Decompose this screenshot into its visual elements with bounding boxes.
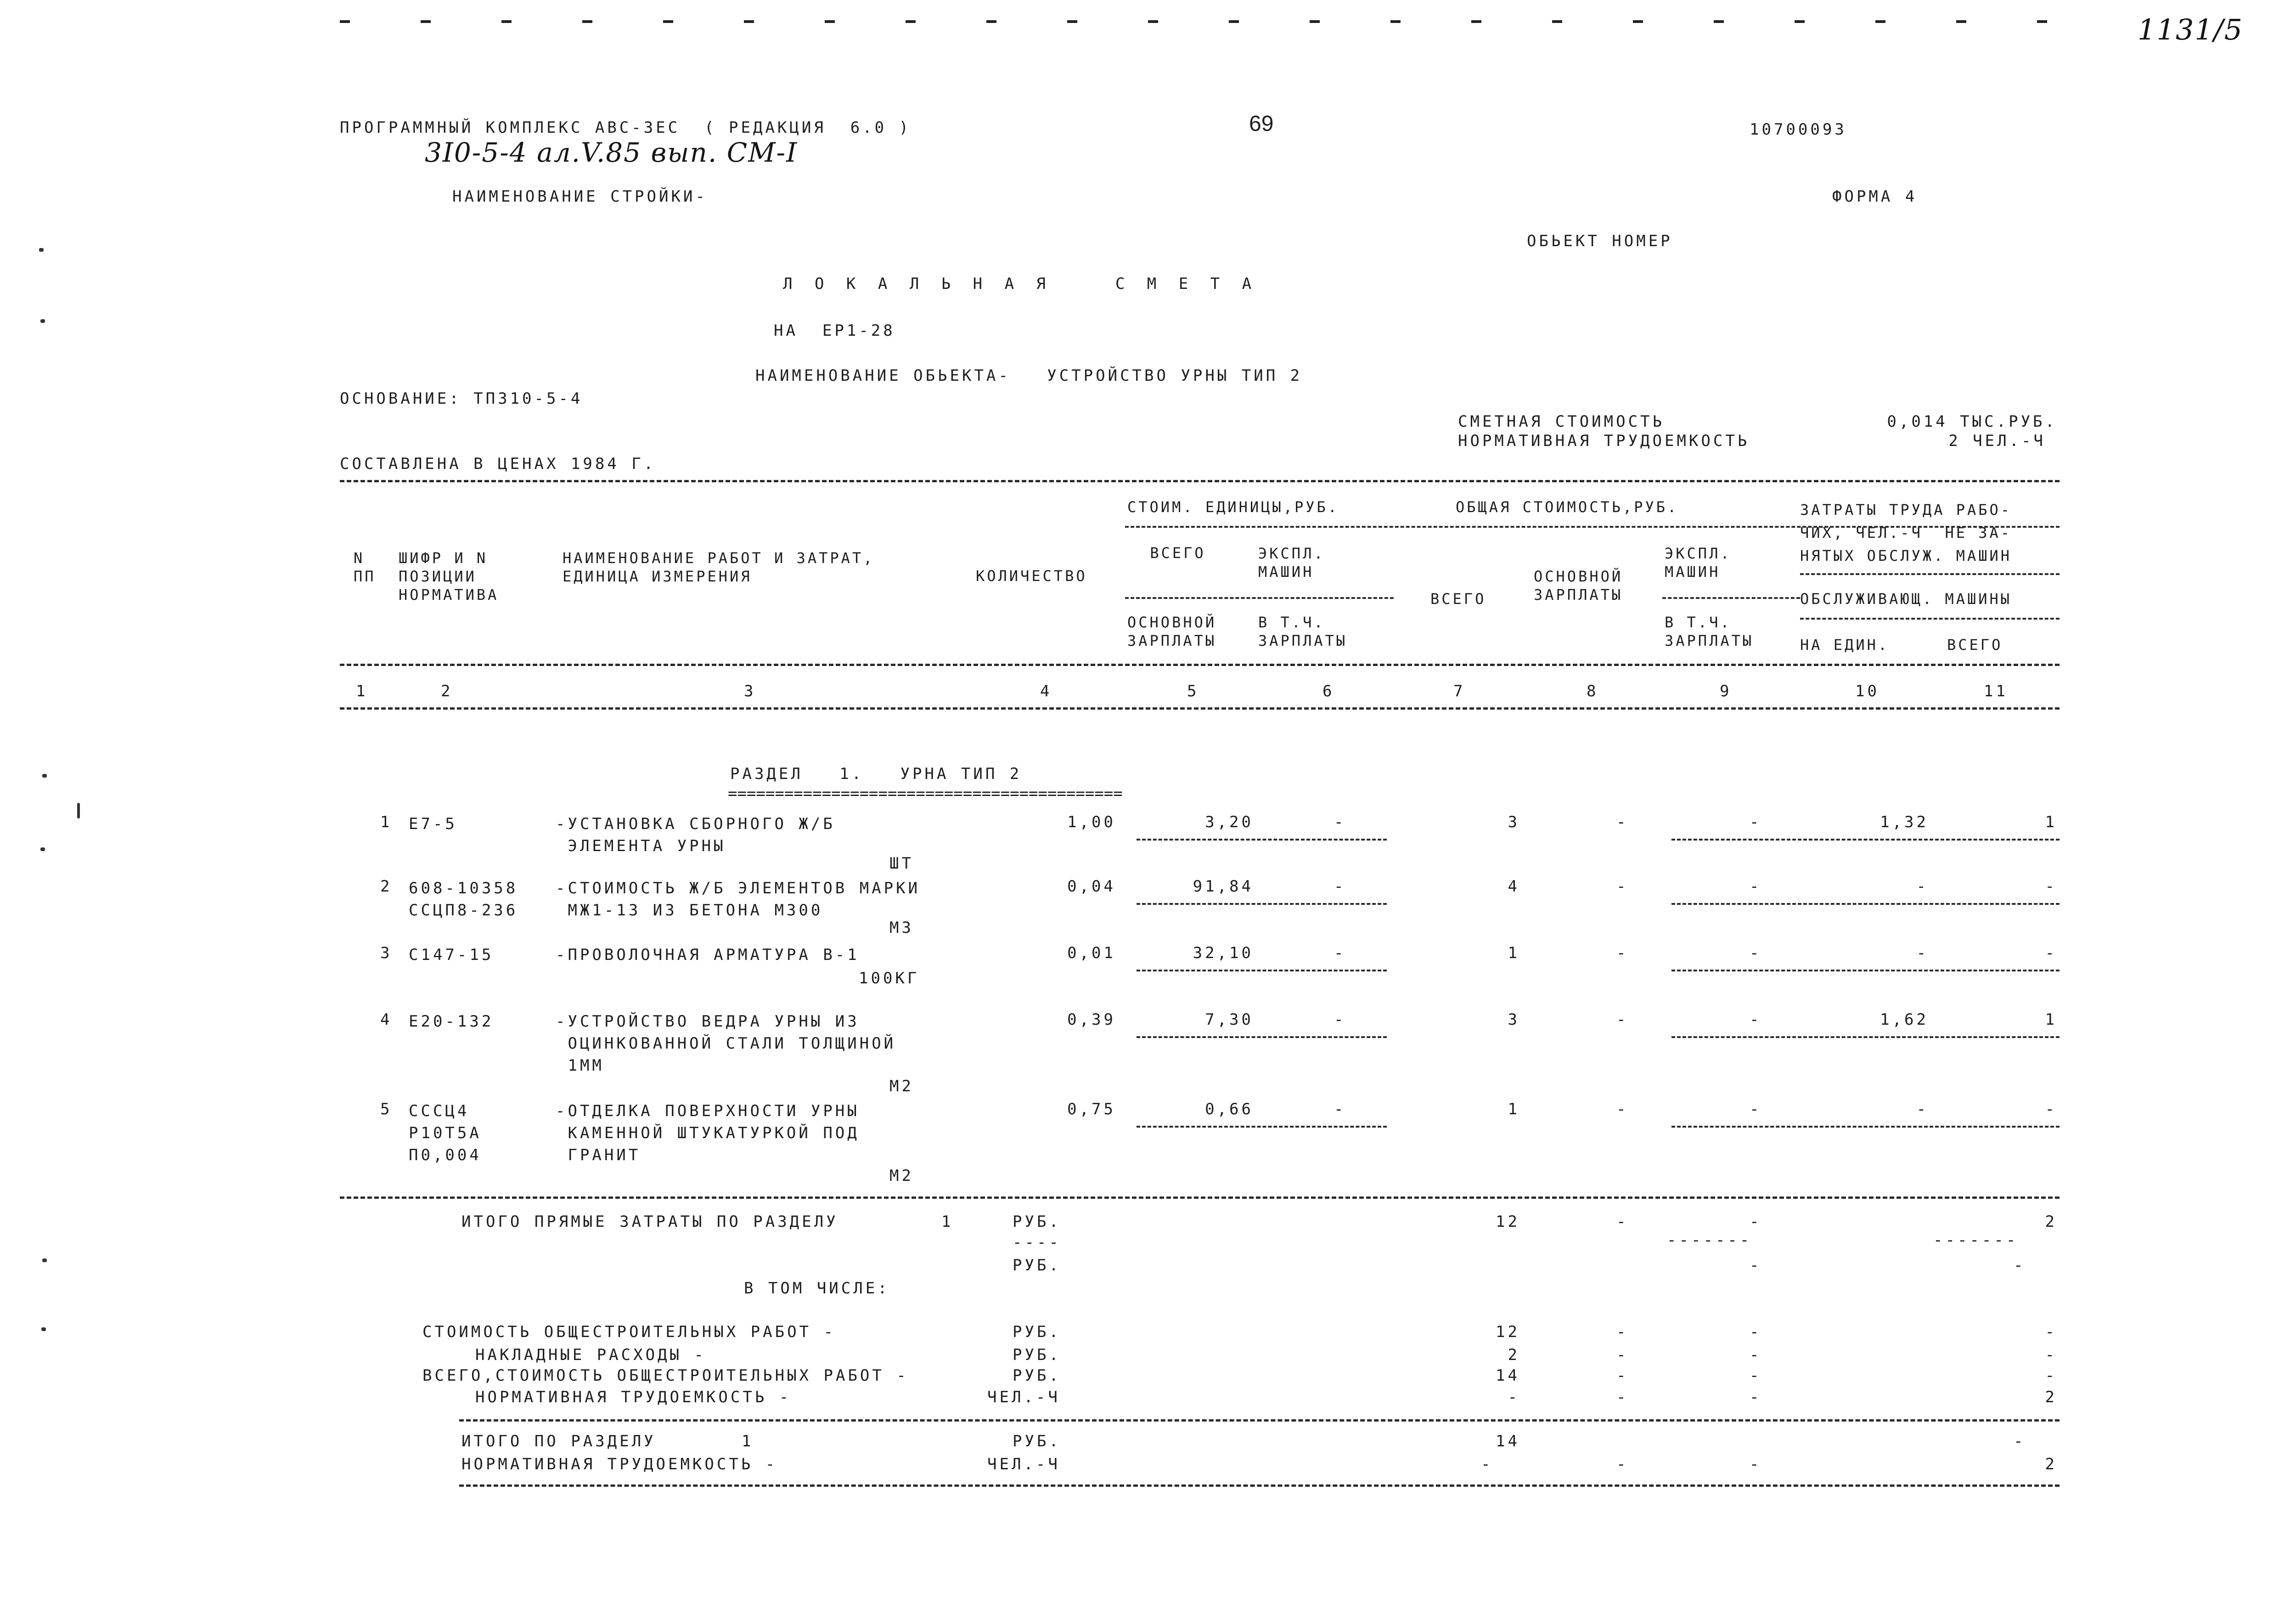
row-number: 1 — [380, 813, 393, 831]
row-number: 5 — [380, 1100, 393, 1118]
margin-speck — [40, 847, 45, 851]
header-unit-machines: ЭКСПЛ. МАШИН — [1258, 545, 1325, 581]
section-total-unit: РУБ. — [1013, 1432, 1061, 1450]
direct-costs-unit-2: РУБ. — [1013, 1256, 1061, 1275]
row-labor-all: 1 — [2045, 1010, 2057, 1029]
column-number: 6 — [1322, 682, 1335, 700]
summary-line-dash: - — [1750, 1346, 1762, 1364]
header-sub-rule — [1800, 618, 2060, 620]
header-unit-cost: СТОИМ. ЕДИНИЦЫ,РУБ. — [1127, 498, 1339, 516]
perforation-mark — [1471, 20, 1481, 23]
row-unit-machines: - — [1334, 813, 1346, 831]
direct-costs-dash: - — [2014, 1256, 2026, 1275]
perforation-mark — [340, 20, 350, 23]
row-quantity: 0,39 — [1067, 1010, 1116, 1029]
row-total: 1 — [1508, 1100, 1520, 1118]
header-labor-unit: НА ЕДИН. — [1800, 636, 1890, 654]
perforation-mark — [1714, 20, 1724, 23]
row-labor-all: - — [2045, 877, 2057, 896]
summary-line-label: ВСЕГО,СТОИМОСТЬ ОБЩЕСТРОИТЕЛЬНЫХ РАБОТ - — [422, 1366, 909, 1385]
summary-line-dash: - — [1616, 1346, 1629, 1364]
row-unit: М3 — [889, 919, 914, 937]
row-unit: 100КГ — [859, 969, 920, 988]
labor-label: НОРМАТИВНАЯ ТРУДОЕМКОСТЬ — [1458, 432, 1750, 450]
header-labor: ЗАТРАТЫ ТРУДА РАБО- ЧИХ, ЧЕЛ.-Ч НЕ ЗА- НЯТЫХ ОБСЛУЖ. МАШИН — [1800, 501, 2012, 564]
row-unit: М2 — [889, 1167, 914, 1185]
row-wages: - — [1616, 1100, 1629, 1118]
perforation-mark — [825, 20, 835, 23]
row-quantity: 0,01 — [1067, 944, 1116, 962]
row-work-name: -ОТДЕЛКА ПОВЕРХНОСТИ УРНЫ КАМЕННОЙ ШТУКАТУРКОЙ ПОД ГРАНИТ — [556, 1102, 860, 1164]
row-unit-total: 7,30 — [1205, 1010, 1254, 1029]
column-number: 10 — [1855, 682, 1880, 700]
perforation-mark — [1552, 20, 1562, 23]
row-number: 3 — [380, 944, 393, 962]
row-code: С147-15 — [409, 946, 494, 964]
direct-costs-labor: 2 — [2045, 1213, 2057, 1231]
summary-line-label: НАКЛАДНЫЕ РАСХОДЫ - — [475, 1346, 706, 1364]
row-labor-unit: - — [1916, 1100, 1929, 1118]
column-number: 5 — [1187, 682, 1199, 700]
row-unit-total: 32,10 — [1193, 944, 1254, 962]
direct-costs-dash: - — [1750, 1256, 1762, 1275]
row-code: Е20-132 — [409, 1012, 494, 1031]
corner-archive-mark: 1131/5 — [2138, 13, 2244, 46]
row-wages: - — [1616, 1010, 1629, 1029]
perforation-mark — [1229, 20, 1239, 23]
summary-line-dash: - — [1750, 1323, 1762, 1341]
margin-speck — [42, 774, 47, 778]
perforation-mark — [744, 20, 754, 23]
margin-speck — [39, 248, 44, 252]
direct-costs-total: 12 — [1496, 1213, 1520, 1231]
row-subrule — [1671, 839, 2060, 841]
perforation-mark — [501, 20, 512, 23]
header-total-wages: ОСНОВНОЙ ЗАРПЛАТЫ — [1534, 568, 1623, 604]
row-unit-machines: - — [1334, 1100, 1346, 1118]
summary-line-dash: - — [1750, 1388, 1762, 1406]
row-labor-all: - — [2045, 944, 2057, 962]
table-top-rule — [340, 480, 2060, 482]
object-number: ОБЬЕКТ НОМЕР — [1527, 232, 1673, 250]
including-label: В ТОМ ЧИСЛЕ: — [744, 1279, 890, 1298]
perforation-mark — [663, 20, 673, 23]
header-labor-serv: ОБСЛУЖИВАЮЩ. МАШИНЫ — [1800, 590, 2012, 608]
column-number: 2 — [441, 682, 453, 700]
row-labor-unit: - — [1916, 877, 1929, 896]
page-number: 69 — [1249, 112, 1274, 136]
header-sub-rule — [1662, 597, 1800, 599]
row-labor-unit: 1,32 — [1880, 813, 1929, 831]
perforation-mark — [1390, 20, 1401, 23]
header-total-incl: В Т.Ч. ЗАРПЛАТЫ — [1665, 614, 1754, 649]
final-labor-total: - — [1481, 1455, 1493, 1473]
row-code: СССЦ4 Р10Т5А П0,004 — [409, 1102, 482, 1164]
labor-value: 2 ЧЕЛ.-Ч — [1948, 432, 2046, 450]
summary-line-dash: - — [1616, 1388, 1629, 1406]
row-machines: - — [1750, 813, 1762, 831]
row-work-name: -УСТРОЙСТВО ВЕДРА УРНЫ ИЗ ОЦИНКОВАННОЙ СТАЛИ ТОЛЩИНОЙ 1ММ — [556, 1012, 896, 1075]
row-labor-all: 1 — [2045, 813, 2057, 831]
row-unit-total: 3,20 — [1205, 813, 1254, 831]
row-work-name: -СТОИМОСТЬ Ж/Б ЭЛЕМЕНТОВ МАРКИ МЖ1-13 ИЗ БЕТОНА М300 — [556, 879, 921, 920]
perforation-mark — [421, 20, 431, 23]
cost-label: СМЕТНАЯ СТОИМОСТЬ — [1458, 412, 1665, 431]
final-rule — [459, 1484, 2060, 1487]
summary-line-label: СТОИМОСТЬ ОБЩЕСТРОИТЕЛЬНЫХ РАБОТ - — [422, 1323, 836, 1341]
summary-line-labor: - — [2045, 1346, 2057, 1364]
summary-line-labor: 2 — [2045, 1388, 2057, 1406]
row-quantity: 0,75 — [1067, 1100, 1116, 1118]
row-subrule — [1137, 970, 1387, 971]
column-number: 1 — [356, 682, 368, 700]
margin-speck — [41, 1327, 46, 1331]
header-sub-rule — [1125, 597, 1394, 599]
summary-line-dash: - — [1616, 1366, 1629, 1385]
prices-basis: СОСТАВЛЕНА В ЦЕНАХ 1984 Г. — [340, 455, 656, 473]
column-number: 9 — [1720, 682, 1732, 700]
perforation-mark — [1148, 20, 1158, 23]
section-total-labor: - — [2014, 1432, 2026, 1450]
margin-speck — [42, 1258, 47, 1262]
row-subrule — [1137, 839, 1387, 841]
header-unit-incl: В Т.Ч. ЗАРПЛАТЫ — [1258, 614, 1348, 649]
direct-costs-subrule: ------- — [1933, 1231, 2019, 1249]
document-title: Л О К А Л Ь Н А Я С М Е Т А — [783, 275, 1258, 293]
perforation-mark — [986, 20, 996, 23]
row-name-label: НАИМЕНОВАНИЕ СТРОЙКИ- — [452, 187, 708, 206]
row-subrule — [1137, 1126, 1387, 1128]
summary-line-total: 14 — [1496, 1366, 1520, 1385]
header-unit-wages: ОСНОВНОЙ ЗАРПЛАТЫ — [1127, 614, 1217, 649]
row-total: 1 — [1508, 944, 1520, 962]
row-total: 4 — [1508, 877, 1520, 896]
direct-costs-section: 1 — [941, 1213, 954, 1231]
header-quantity: КОЛИЧЕСТВО — [976, 567, 1087, 585]
row-subrule — [1137, 903, 1387, 905]
section-total-num: 1 — [742, 1432, 754, 1450]
row-machines: - — [1750, 1100, 1762, 1118]
header-cipher: ШИФР И N ПОЗИЦИИ НОРМАТИВА — [399, 549, 499, 604]
direct-costs-unit: РУБ. — [1013, 1213, 1061, 1231]
row-unit-total: 91,84 — [1193, 877, 1254, 896]
header-unit-total: ВСЕГО — [1150, 544, 1206, 562]
program-title: ПРОГРАММНЫЙ КОМПЛЕКС АВС-ЗЕС ( РЕДАКЦИЯ 6.0 ) — [340, 119, 912, 137]
summary-line-unit: РУБ. — [1013, 1366, 1061, 1385]
summary-line-unit: РУБ. — [1013, 1323, 1061, 1341]
direct-costs-machines: - — [1750, 1213, 1762, 1231]
perforation-mark — [1633, 20, 1643, 23]
perforation-mark — [1956, 20, 1966, 23]
final-labor-value: 2 — [2045, 1455, 2057, 1473]
handwritten-reference: 3I0-5-4 ал.V.85 вып. СМ-I — [425, 137, 798, 168]
row-subrule — [1671, 903, 2060, 905]
header-total-machines: ЭКСПЛ. МАШИН — [1665, 545, 1732, 581]
summary-line-dash: - — [1750, 1366, 1762, 1385]
row-code: Е7-5 — [409, 815, 457, 833]
row-unit: ШТ — [889, 854, 914, 873]
margin-speck — [77, 803, 80, 818]
estimate-on: НА ЕР1-28 — [774, 322, 895, 340]
row-unit: М2 — [889, 1077, 914, 1095]
direct-costs-label: ИТОГО ПРЯМЫЕ ЗАТРАТЫ ПО РАЗДЕЛУ — [461, 1213, 838, 1231]
basis: ОСНОВАНИЕ: ТП310-5-4 — [340, 389, 583, 408]
row-labor-unit: 1,62 — [1880, 1010, 1929, 1029]
row-wages: - — [1616, 944, 1629, 962]
header-labor-all: ВСЕГО — [1947, 636, 2003, 654]
section-total-label: ИТОГО ПО РАЗДЕЛУ — [461, 1432, 656, 1450]
perforation-mark — [1067, 20, 1077, 23]
column-number: 8 — [1587, 682, 1599, 700]
row-number: 2 — [380, 877, 393, 896]
row-unit-machines: - — [1334, 1010, 1346, 1029]
perforation-mark — [582, 20, 592, 23]
row-quantity: 0,04 — [1067, 877, 1116, 896]
summary-rule — [459, 1419, 2060, 1422]
row-subrule — [1671, 970, 2060, 971]
row-unit-machines: - — [1334, 877, 1346, 896]
header-total-cost: ОБЩАЯ СТОИМОСТЬ,РУБ. — [1456, 498, 1679, 516]
column-number: 11 — [1984, 682, 2008, 700]
summary-line-labor: - — [2045, 1323, 2057, 1341]
summary-line-total: - — [1508, 1388, 1520, 1406]
column-numbers-rule — [340, 707, 2060, 710]
direct-costs-rule: ---- — [1013, 1233, 1061, 1252]
row-quantity: 1,00 — [1067, 813, 1116, 831]
section-title: РАЗДЕЛ 1. УРНА ТИП 2 — [730, 765, 1022, 783]
summary-line-unit: ЧЕЛ.-Ч — [987, 1388, 1060, 1406]
column-number: 3 — [744, 682, 756, 700]
header-sub-rule — [1125, 526, 2060, 528]
row-work-name: -ПРОВОЛОЧНАЯ АРМАТУРА В-1 — [556, 946, 860, 964]
direct-costs-wages: - — [1616, 1213, 1629, 1231]
header-bottom-rule — [340, 664, 2060, 666]
rows-bottom-rule — [340, 1196, 2060, 1199]
summary-line-dash: - — [1616, 1323, 1629, 1341]
header-row-number: N ПП — [354, 549, 376, 585]
object-name: НАИМЕНОВАНИЕ ОБЬЕКТА- УСТРОЙСТВО УРНЫ ТИП 2 — [755, 367, 1303, 385]
summary-line-labor: - — [2045, 1366, 2057, 1385]
perforation-mark — [1310, 20, 1320, 23]
summary-line-total: 12 — [1496, 1323, 1520, 1341]
perforation-mark — [1795, 20, 1805, 23]
row-subrule — [1137, 1036, 1387, 1038]
summary-line-total: 2 — [1508, 1346, 1520, 1364]
row-total: 3 — [1508, 1010, 1520, 1029]
header-total-all: ВСЕГО — [1430, 590, 1486, 608]
row-code: 608-10358 ССЦП8-236 — [409, 879, 518, 920]
final-labor-label: НОРМАТИВНАЯ ТРУДОЕМКОСТЬ - — [461, 1455, 778, 1473]
row-wages: - — [1616, 813, 1629, 831]
header-work-name: НАИМЕНОВАНИЕ РАБОТ И ЗАТРАТ, ЕДИНИЦА ИЗМЕРЕНИЯ — [563, 549, 875, 585]
row-subrule — [1671, 1036, 2060, 1038]
summary-line-unit: РУБ. — [1013, 1346, 1061, 1364]
row-number: 4 — [380, 1010, 393, 1029]
row-machines: - — [1750, 877, 1762, 896]
direct-costs-subrule: ------- — [1667, 1231, 1752, 1249]
row-work-name: -УСТАНОВКА СБОРНОГО Ж/Б ЭЛЕМЕНТА УРНЫ — [556, 815, 835, 855]
perforation-mark — [1875, 20, 1885, 23]
row-labor-unit: - — [1916, 944, 1929, 962]
row-unit-machines: - — [1334, 944, 1346, 962]
row-machines: - — [1750, 1010, 1762, 1029]
row-unit-total: 0,66 — [1205, 1100, 1254, 1118]
column-number: 7 — [1453, 682, 1466, 700]
cost-value: 0,014 ТЫС.РУБ. — [1887, 412, 2057, 431]
row-wages: - — [1616, 877, 1629, 896]
margin-speck — [40, 319, 45, 323]
header-sub-rule — [1800, 573, 2060, 575]
section-underline: ========================================== — [728, 784, 1123, 803]
perforation-mark — [2037, 20, 2047, 23]
section-total-value: 14 — [1496, 1432, 1520, 1450]
row-labor-all: - — [2045, 1100, 2057, 1118]
document-code: 10700093 — [1750, 120, 1847, 139]
row-machines: - — [1750, 944, 1762, 962]
summary-line-label: НОРМАТИВНАЯ ТРУДОЕМКОСТЬ - — [475, 1388, 792, 1406]
final-labor-machines: - — [1750, 1455, 1762, 1473]
final-labor-wages: - — [1616, 1455, 1629, 1473]
row-subrule — [1671, 1126, 2060, 1128]
row-total: 3 — [1508, 813, 1520, 831]
final-labor-unit: ЧЕЛ.-Ч — [987, 1455, 1060, 1473]
perforation-mark — [906, 20, 916, 23]
form-label: ФОРМА 4 — [1832, 187, 1918, 206]
column-number: 4 — [1040, 682, 1052, 700]
